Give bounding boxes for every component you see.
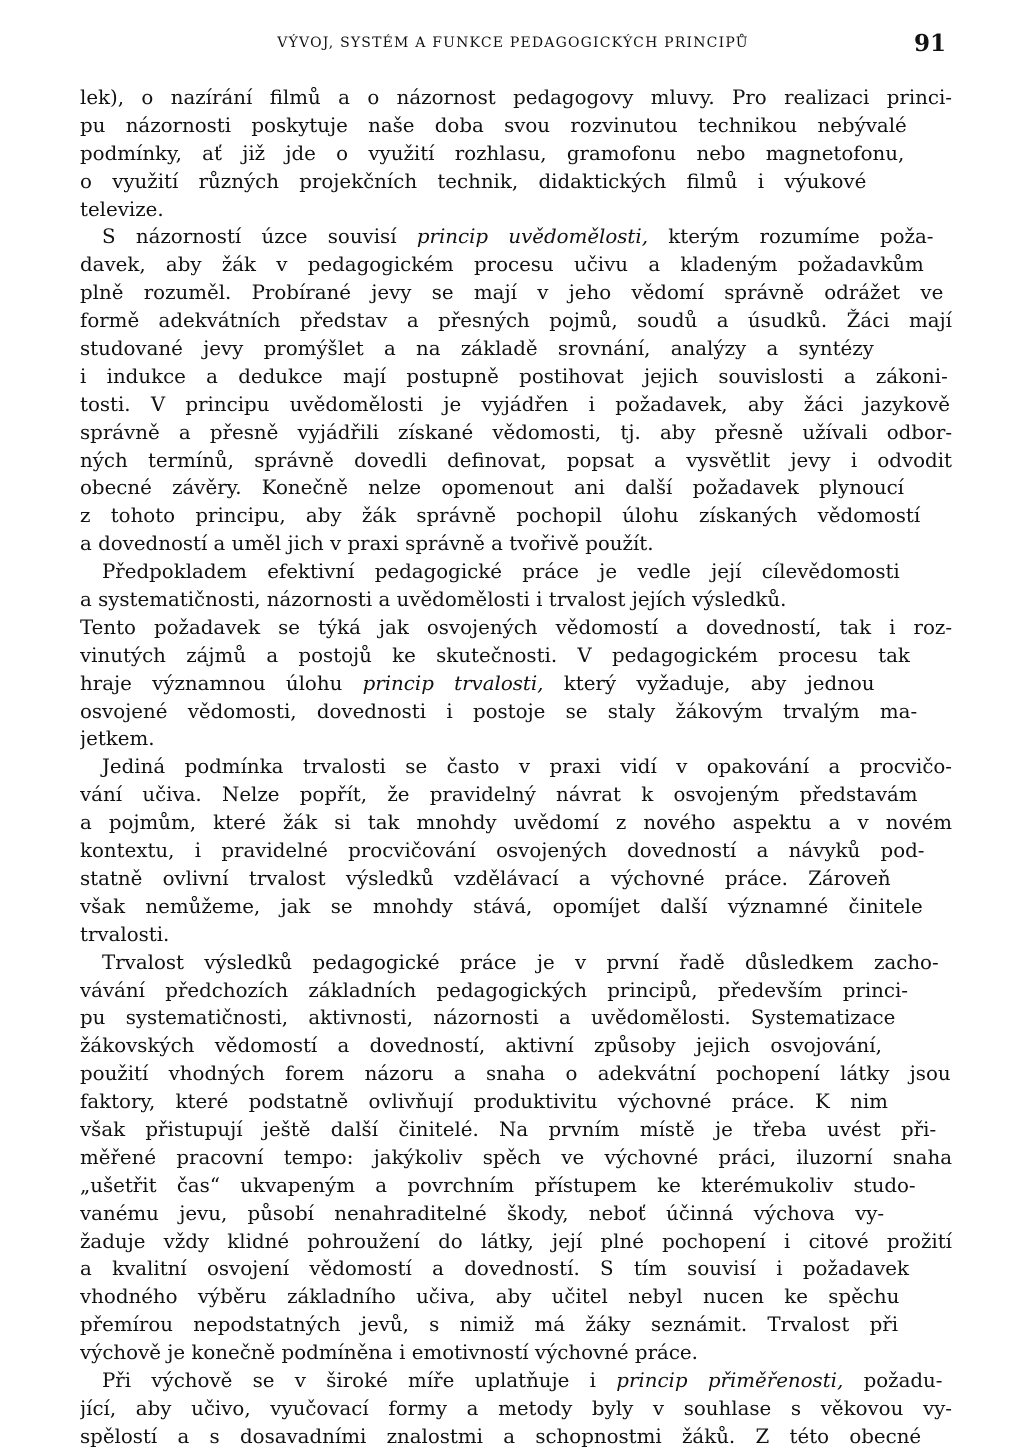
text-line: tosti. V principu uvědomělosti je vyjádřen i požadavek, aby žáci jazykově [80,392,951,416]
body-text [80,84,952,1451]
text-line: a systematičnosti, názornosti a uvědomělosti i trvalost jejích výsledků. [80,588,787,612]
text-line: osvojené vědomosti, dovednosti i postoje se staly žákovým trvalým ma- [80,699,918,723]
text-line: spělostí a s dosavadními znalostmi a schopnostmi žáků. Z této obecné [80,1424,922,1448]
page-header [80,30,946,64]
text-line: pu systematičnosti, aktivnosti, názornosti a uvědomělosti. Systematizace [80,1006,896,1030]
text-run: S názorností úzce souvisí [102,225,417,249]
text-line: podmínky, ať již jde o využití rozhlasu, gramofonu nebo magnetofonu, [80,141,905,165]
text-line: „ušetřit čas“ ukvapeným a povrchním přístupem ke kterémukoliv studo- [80,1173,916,1197]
text-line: davek, aby žák v pedagogickém procesu učivu a kladeným požadavkům [80,253,924,277]
text-line [80,223,952,251]
text-line: vávání předchozích základních pedagogických principů, především princi- [80,978,908,1002]
text-line: jící, aby učivo, vyučovací formy a metody byly v souhlase s věkovou vy- [80,1396,952,1420]
running-head: VÝVOJ, SYSTÉM A FUNKCE PEDAGOGICKÝCH PRINCIPŮ [277,35,749,51]
text-line: jetkem. [80,727,155,751]
text-line: použití vhodných forem názoru a snaha o adekvátní pochopení látky jsou [80,1062,951,1086]
text-line: kontextu, i pravidelné procvičování osvojených dovedností a návyků pod- [80,839,925,863]
italic-term: princip trvalosti, [362,671,544,695]
text-line: přemírou nepodstatných jevů, s nimiž má žáky seznámit. Trvalost při [80,1313,899,1337]
text-line: pu názornosti poskytuje naše doba svou rozvinutou technikou nebývalé [80,113,907,137]
text-line: žaduje vždy klidné pohroužení do látky, její plné pochopení i citové prožití [80,1229,952,1253]
text-line: vhodného výběru základního učiva, aby učitel nebyl nucen ke spěchu [80,1285,900,1309]
text-line: Jediná podmínka trvalosti se často v praxi vidí v opakování a procvičo- [102,755,952,779]
text-line: o využití různých projekčních technik, didaktických filmů i výukové [80,169,867,193]
text-line: žákovských vědomostí a dovedností, aktivní způsoby jejich osvojování, [80,1034,882,1058]
text-line: formě adekvátních představ a přesných pojmů, soudů a úsudků. Žáci mají [80,309,952,333]
text-line: ných termínů, správně dovedli definovat, popsat a vysvětlit jevy i odvodit [80,448,952,472]
text-line: však nemůžeme, jak se mnohdy stává, opomíjet další významné činitele [80,894,923,918]
text-run: požadu- [843,1368,943,1392]
text-line: Předpokladem efektivní pedagogické práce je vedle její cílevědomosti [102,560,900,584]
page-number: 91 [913,30,946,57]
text-line: lek), o nazírání filmů a o názornost pedagogovy mluvy. Pro realizaci princi- [80,86,952,109]
text-line: správně a přesně vyjádřili získané vědomosti, tj. aby přesně užívali odbor- [80,420,952,444]
italic-term: princip uvědomělosti, [416,225,648,249]
text-line: z tohoto principu, aby žák správně pochopil úlohu získaných vědomostí [80,504,921,528]
text-line [80,1367,952,1395]
text-line: a dovedností a uměl jich v praxi správně a tvořivě použít. [80,532,654,556]
text-line: měřené pracovní tempo: jakýkoliv spěch ve výchovné práci, iluzorní snaha [80,1145,952,1169]
text-run: hraje významnou úlohu [80,671,363,695]
text-line: trvalosti. [80,922,170,946]
italic-term: princip přiměřenosti, [616,1368,844,1392]
text-line: a pojmům, které žák si tak mnohdy uvědomí z nového aspektu a v novém [80,811,952,835]
text-line: Tento požadavek se týká jak osvojených vědomostí a dovedností, tak i roz- [80,615,952,639]
text-run: který vyžaduje, aby jednou [543,671,875,695]
text-line: vání učiva. Nelze popřít, že pravidelný návrat k osvojeným představám [80,783,918,807]
text-line: televize. [80,197,164,221]
text-line [80,670,952,698]
text-line: Trvalost výsledků pedagogické práce je v první řadě důsledkem zacho- [102,950,939,974]
text-line: statně ovlivní trvalost výsledků vzdělávací a výchovné práce. Zároveň [80,866,891,890]
text-run: kterým rozumíme poža- [647,225,934,249]
text-line: vinutých zájmů a postojů ke skutečnosti. V pedagogickém procesu tak [80,643,910,667]
text-line: a kvalitní osvojení vědomostí a dovedností. S tím souvisí i požadavek [80,1257,909,1281]
text-run: Při výchově se v široké míře uplatňuje i [102,1368,617,1392]
text-line: plně rozuměl. Probírané jevy se mají v jeho vědomí správně odrážet ve [80,281,944,305]
text-line: však přistupují ještě další činitelé. Na prvním místě je třeba uvést při- [80,1117,937,1141]
text-line: i indukce a dedukce mají postupně postihovat jejich souvislosti a zákoni- [80,364,948,388]
text-line: faktory, které podstatně ovlivňují produktivitu výchovné práce. K nim [80,1090,888,1114]
text-line: obecné závěry. Konečně nelze opomenout ani další požadavek plynoucí [80,476,904,500]
text-line: vanému jevu, působí nenahraditelné škody, neboť účinná výchova vy- [80,1201,885,1225]
text-line: studované jevy promýšlet a na základě srovnání, analýzy a syntézy [80,337,874,361]
text-line: výchově je konečně podmíněna i emotivností výchovné práce. [80,1341,698,1365]
